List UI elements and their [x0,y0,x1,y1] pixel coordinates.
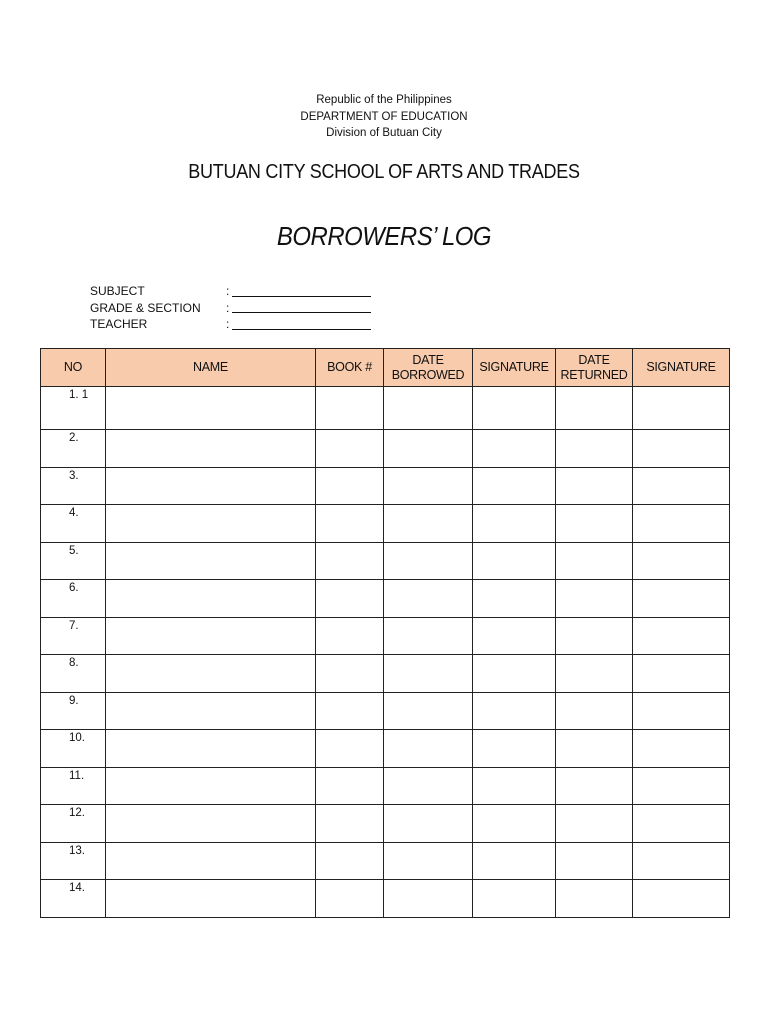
signature-cell[interactable] [473,767,556,805]
book-number-cell[interactable] [316,805,384,843]
signature-cell[interactable] [473,387,556,430]
name-cell[interactable] [106,467,316,505]
signature-returned-cell[interactable] [633,467,730,505]
table-row [41,805,730,843]
document-title: BORROWERS’ LOG [276,221,492,251]
book-number-cell[interactable] [316,655,384,693]
date-returned-cell[interactable] [556,617,633,655]
date-borrowed-cell[interactable] [384,505,473,543]
date-returned-cell[interactable] [556,692,633,730]
date-borrowed-cell[interactable] [384,387,473,430]
table-row [41,692,730,730]
date-returned-cell[interactable] [556,880,633,918]
book-number-cell[interactable] [316,692,384,730]
table-row [41,580,730,618]
teacher-row [90,316,371,333]
school-name: BUTUAN CITY SCHOOL OF ARTS AND TRADES [188,161,580,183]
agency-header [0,92,768,142]
name-cell[interactable] [106,655,316,693]
date-returned-cell[interactable] [556,387,633,430]
division-line: Division of Butuan City [326,127,442,139]
republic-line: Republic of the Philippines [316,94,452,106]
signature-cell[interactable] [473,655,556,693]
date-returned-cell[interactable] [556,505,633,543]
row-number: 11. [69,769,85,782]
table-row [41,655,730,693]
row-number: 6. [69,582,79,594]
table-row [41,505,730,543]
name-cell[interactable] [106,767,316,805]
date-borrowed-cell[interactable] [384,617,473,655]
no-cell [41,805,106,843]
date-returned-cell[interactable] [556,467,633,505]
name-cell[interactable] [106,842,316,880]
date-returned-cell[interactable] [556,655,633,693]
signature-returned-cell[interactable] [633,580,730,618]
column-header-date-borrowed: DATE BORROWED [384,349,473,387]
subject-colon: : [226,284,230,298]
department-line: DEPARTMENT OF EDUCATION [300,110,468,123]
date-borrowed-cell[interactable] [384,467,473,505]
signature-returned-cell[interactable] [633,430,730,468]
signature-cell[interactable] [473,805,556,843]
row-number: 9. [69,694,79,707]
book-number-cell[interactable] [316,880,384,918]
table-row [41,842,730,880]
book-number-cell[interactable] [316,467,384,505]
row-number: 7. [69,619,79,632]
column-header-name: NAME [106,349,316,387]
name-cell[interactable] [106,387,316,430]
grade-section-colon: : [226,300,230,315]
column-header-signature-returned: SIGNATURE [633,349,730,387]
book-number-cell[interactable] [316,430,384,468]
signature-cell[interactable] [473,430,556,468]
column-header-signature: SIGNATURE [473,349,556,387]
book-number-cell[interactable] [316,842,384,880]
row-number: 13. [69,844,85,857]
signature-cell[interactable] [473,842,556,880]
signature-cell[interactable] [473,617,556,655]
table-row [41,617,730,655]
book-number-cell[interactable] [316,580,384,618]
row-number: 5. [69,544,79,557]
signature-cell[interactable] [473,580,556,618]
name-cell[interactable] [106,580,316,618]
row-number: 3. [69,469,79,482]
teacher-label: TEACHER [90,317,148,331]
signature-cell[interactable] [473,505,556,543]
signature-returned-cell[interactable] [633,692,730,730]
date-borrowed-cell[interactable] [384,842,473,880]
book-number-cell[interactable] [316,542,384,580]
subject-field[interactable] [226,283,371,300]
row-number: 12. [69,807,85,819]
row-number: 2. [69,432,79,444]
name-cell[interactable] [106,430,316,468]
signature-returned-cell[interactable] [633,805,730,843]
column-header-book-number: BOOK # [316,349,384,387]
table-row [41,467,730,505]
date-borrowed-cell[interactable] [384,880,473,918]
no-cell [41,692,106,730]
no-cell [41,542,106,580]
book-number-cell[interactable] [316,617,384,655]
teacher-colon: : [226,317,230,331]
row-number: 1. 1 [69,389,89,401]
name-cell[interactable] [106,505,316,543]
subject-label: SUBJECT [90,284,145,298]
date-returned-cell[interactable] [556,542,633,580]
grade-section-row [90,300,371,317]
signature-returned-cell[interactable] [633,842,730,880]
signature-returned-cell[interactable] [633,880,730,918]
date-borrowed-cell[interactable] [384,730,473,768]
subject-row [90,283,371,300]
table-row [41,730,730,768]
book-number-cell[interactable] [316,767,384,805]
no-cell [41,387,106,430]
date-returned-cell[interactable] [556,767,633,805]
no-cell [41,730,106,768]
no-cell [41,505,106,543]
signature-returned-cell[interactable] [633,655,730,693]
name-cell[interactable] [106,692,316,730]
borrowers-log-table [40,348,730,918]
signature-returned-cell[interactable] [633,387,730,430]
signature-cell[interactable] [473,542,556,580]
date-borrowed-cell[interactable] [384,692,473,730]
date-borrowed-cell[interactable] [384,655,473,693]
table-row [41,542,730,580]
signature-returned-cell[interactable] [633,505,730,543]
date-borrowed-cell[interactable] [384,767,473,805]
signature-cell[interactable] [473,692,556,730]
date-borrowed-cell[interactable] [384,805,473,843]
table-row [41,430,730,468]
no-cell [41,842,106,880]
no-cell [41,467,106,505]
row-number: 4. [69,507,79,519]
no-cell [41,767,106,805]
date-returned-cell[interactable] [556,805,633,843]
row-number: 8. [69,657,79,669]
column-header-no: NO [41,349,106,387]
info-fields [90,283,371,333]
name-cell[interactable] [106,542,316,580]
table-row [41,387,730,430]
no-cell [41,580,106,618]
table-row [41,880,730,918]
signature-cell[interactable] [473,730,556,768]
no-cell [41,655,106,693]
date-returned-cell[interactable] [556,730,633,768]
signature-cell[interactable] [473,467,556,505]
date-returned-cell[interactable] [556,580,633,618]
date-borrowed-cell[interactable] [384,430,473,468]
date-borrowed-cell[interactable] [384,580,473,618]
column-header-date-returned: DATE RETURNED [556,349,633,387]
book-number-cell[interactable] [316,505,384,543]
table-body [41,387,730,918]
no-cell [41,430,106,468]
date-returned-cell[interactable] [556,842,633,880]
book-number-cell[interactable] [316,730,384,768]
no-cell [41,617,106,655]
name-cell[interactable] [106,805,316,843]
signature-returned-cell[interactable] [633,767,730,805]
no-cell [41,880,106,918]
date-returned-cell[interactable] [556,430,633,468]
name-cell[interactable] [106,730,316,768]
teacher-field[interactable] [226,316,371,333]
row-number: 10. [69,732,85,744]
grade-section-field[interactable] [226,300,371,317]
signature-returned-cell[interactable] [633,617,730,655]
table-header-row [41,349,730,387]
table-row [41,767,730,805]
signature-returned-cell[interactable] [633,730,730,768]
name-cell[interactable] [106,880,316,918]
grade-section-label: GRADE & SECTION [90,300,201,315]
signature-cell[interactable] [473,880,556,918]
book-number-cell[interactable] [316,387,384,430]
row-number: 14. [69,882,85,894]
name-cell[interactable] [106,617,316,655]
date-borrowed-cell[interactable] [384,542,473,580]
signature-returned-cell[interactable] [633,542,730,580]
